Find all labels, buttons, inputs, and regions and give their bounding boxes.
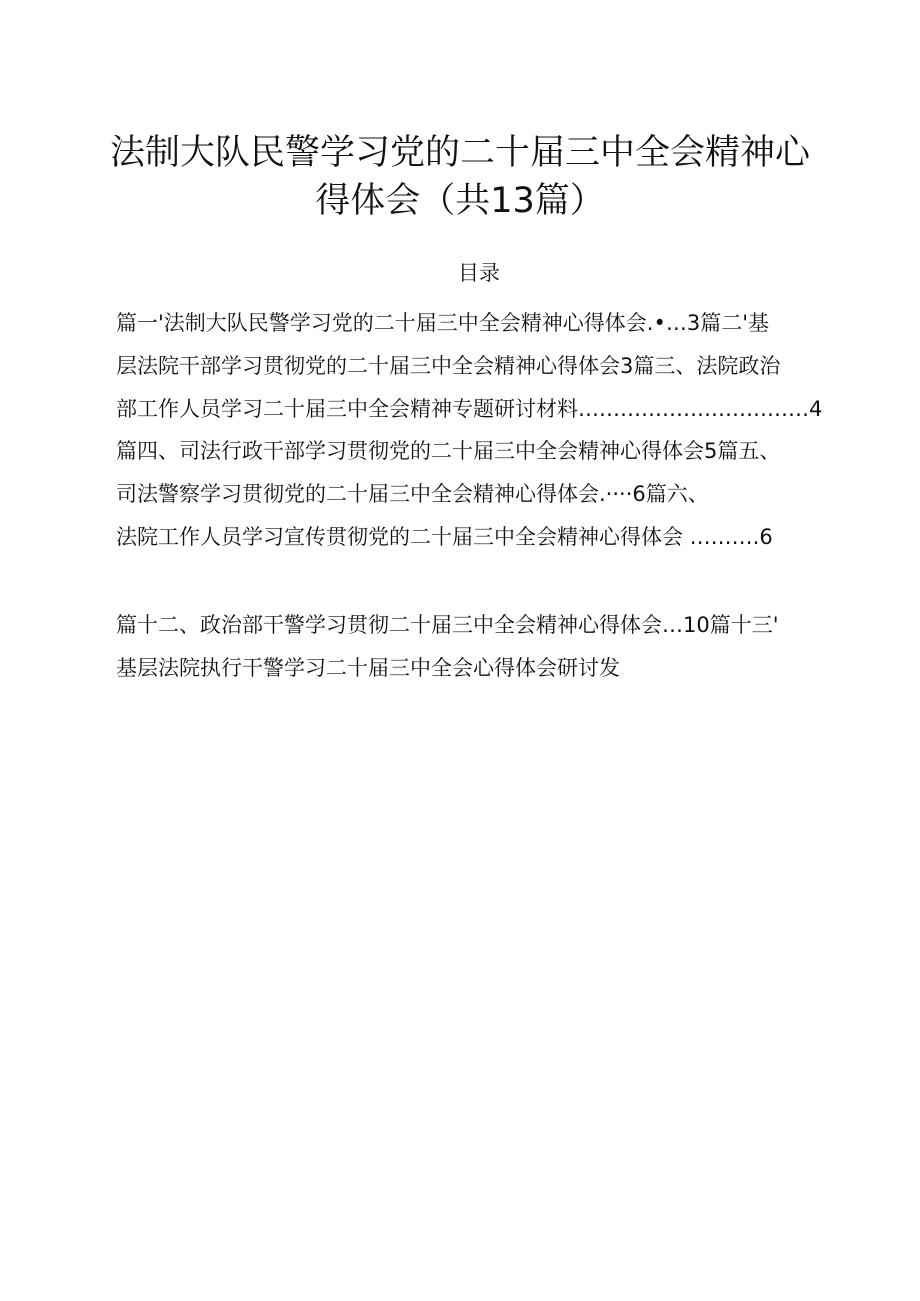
toc-line: 司法警察学习贯彻党的二十届三中全会精神心得体会.····6篇六、 [116,482,709,506]
toc-line: 部工作人员学习二十届三中全会精神专题研讨材料……………………………4 [116,397,823,421]
toc-line: 篇一'法制大队民警学习党的二十届三中全会精神心得体会.•…3篇二'基 [116,311,769,335]
document-title-line-1: 法制大队民警学习党的二十届三中全会精神心 [109,133,810,173]
toc-line: 法院工作人员学习宣传贯彻党的二十届三中全会精神心得体会 ……….6 [116,525,773,549]
document-title-line-2: 得体会（共13篇） [315,181,605,221]
toc-heading: 目录 [458,261,500,285]
toc-line: 基层法院执行干警学习二十届三中全会心得体会研讨发 [116,656,620,680]
toc-line: 篇四、司法行政干部学习贯彻党的二十届三中全会精神心得体会5篇五、 [116,439,781,463]
toc-line: 篇十二、政治部干警学习贯彻二十届三中全会精神心得体会…10篇十三' [116,613,779,637]
toc-line: 层法院干部学习贯彻党的二十届三中全会精神心得体会3篇三、法院政治 [116,354,781,378]
